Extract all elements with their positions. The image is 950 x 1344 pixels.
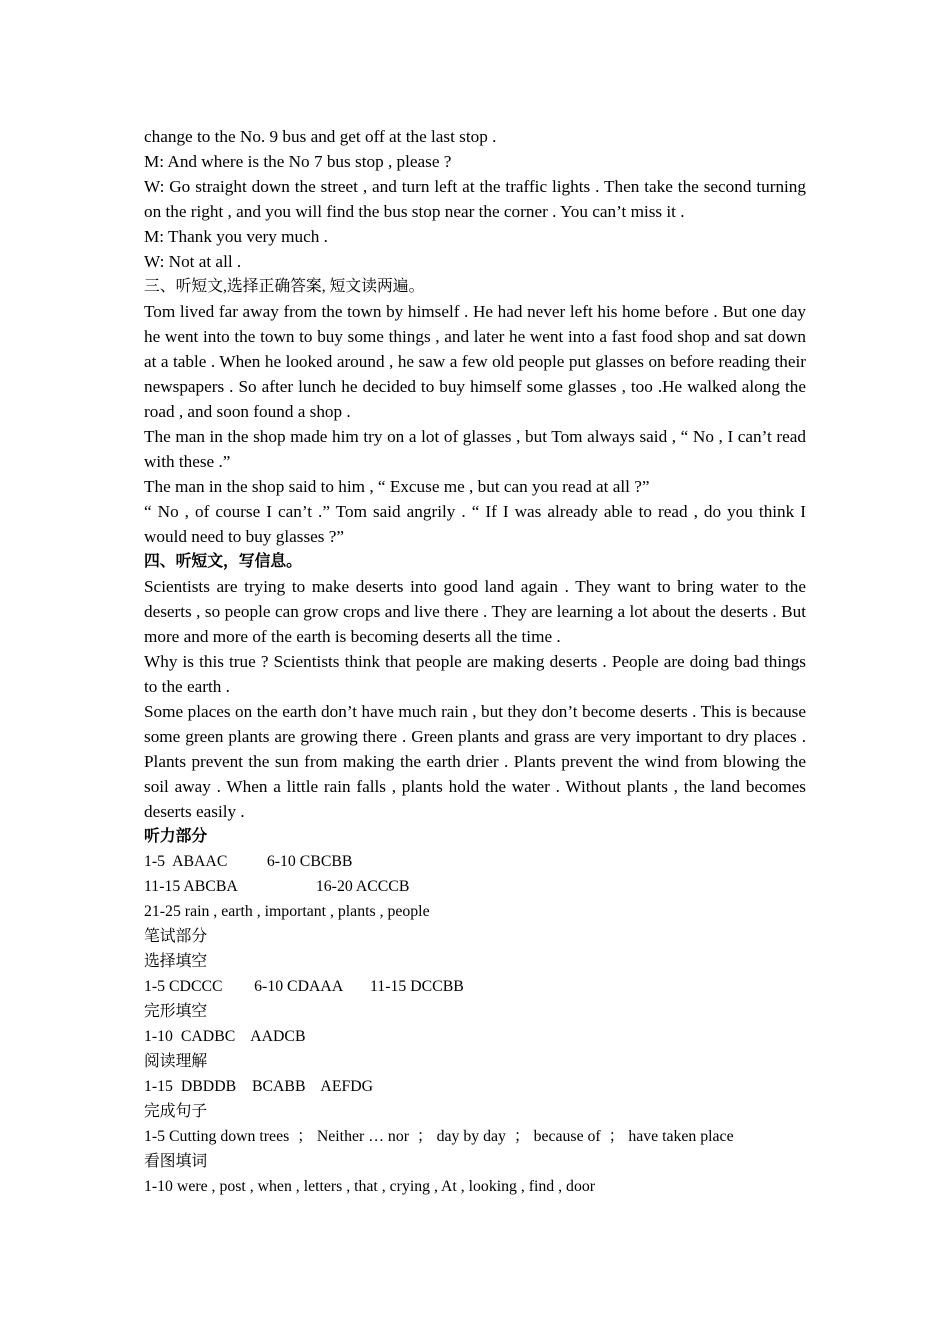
dialogue-line-5: W: Not at all . <box>144 252 242 271</box>
section4-heading: 四、听短文，写信息。 <box>144 553 302 570</box>
section3-heading: 三、听短文,选择正确答案, 短文读两遍。 <box>144 278 425 295</box>
section3-paragraph-1: Tom lived far away from the town by himself . He had never left his home before . But one day he went into the town to buy some things , and later he went into a fast food shop and sat down at a table . When he looked around , he saw a few old people put glasses on before reading their newspapers . So after lunch he decided to buy himself some glasses , too .He walked along the road , and soon found a shop . <box>144 302 811 421</box>
dialogue-line-3: W: Go straight down the street , and turn left at the traffic lights . Then take the second turning on the right , and you will find the bus stop near the corner . You can’t miss it . <box>144 177 811 221</box>
picture-answers: 1-10 were , post , when , letters , that , crying , At , looking , find , door <box>144 1178 596 1195</box>
picture-heading: 看图填词 <box>144 1153 208 1170</box>
section4-paragraph-2: Why is this true ? Scientists think that people are making deserts . People are doing bad things to the earth . <box>144 652 811 696</box>
listening-heading: 听力部分 <box>144 828 208 845</box>
listening-answers-3: 21-25 rain , earth , important , plants , people <box>144 903 430 920</box>
section4-paragraph-1: Scientists are trying to make deserts into good land again . They want to bring water to the deserts , so people can grow crops and live there . They are learning a lot about the deserts . But more and more of the earth is becoming deserts all the time . <box>144 577 811 646</box>
cloze-answers: 1-10 CADBC AADCB <box>144 1028 306 1045</box>
written-heading: 笔试部分 <box>144 928 208 945</box>
sentences-heading: 完成句子 <box>144 1103 208 1120</box>
choice-answers: 1-5 CDCCC 6-10 CDAAA 11-15 DCCBB <box>144 978 464 995</box>
section3-paragraph-3: The man in the shop said to him , “ Excuse me , but can you read at all ?” <box>144 477 650 496</box>
section3-paragraph-4: “ No , of course I can’t .” Tom said angrily . “ If I was already able to read , do you think I would need to buy glasses ?” <box>144 502 811 546</box>
dialogue-line-1: change to the No. 9 bus and get off at the last stop . <box>144 127 497 146</box>
choice-heading: 选择填空 <box>144 953 208 970</box>
reading-heading: 阅读理解 <box>144 1053 208 1070</box>
reading-answers: 1-15 DBDDB BCABB AEFDG <box>144 1078 374 1095</box>
cloze-heading: 完形填空 <box>144 1003 208 1020</box>
document-page <box>144 124 811 1199</box>
listening-answers-2: 11-15 ABCBA 16-20 ACCCB <box>144 878 410 895</box>
listening-answers-1: 1-5 ABAAC 6-10 CBCBB <box>144 853 353 870</box>
sentences-answers: 1-5 Cutting down trees ； Neither … nor ； day by day ； because of ； have taken place <box>144 1128 734 1145</box>
dialogue-line-2: M: And where is the No 7 bus stop , please ? <box>144 152 452 171</box>
section4-paragraph-3: Some places on the earth don’t have much rain , but they don’t become deserts . This is because some green plants are growing there . Green plants and grass are very important to dry places . Plants prevent the sun from making the earth drier . Plants prevent the wind from blowing the soil away . When a little rain falls , plants hold the water . Without plants , the land becomes deserts easily . <box>144 702 811 821</box>
dialogue-line-4: M: Thank you very much . <box>144 227 328 246</box>
section3-paragraph-2: The man in the shop made him try on a lot of glasses , but Tom always said , “ No , I can’t read with these .” <box>144 427 811 471</box>
